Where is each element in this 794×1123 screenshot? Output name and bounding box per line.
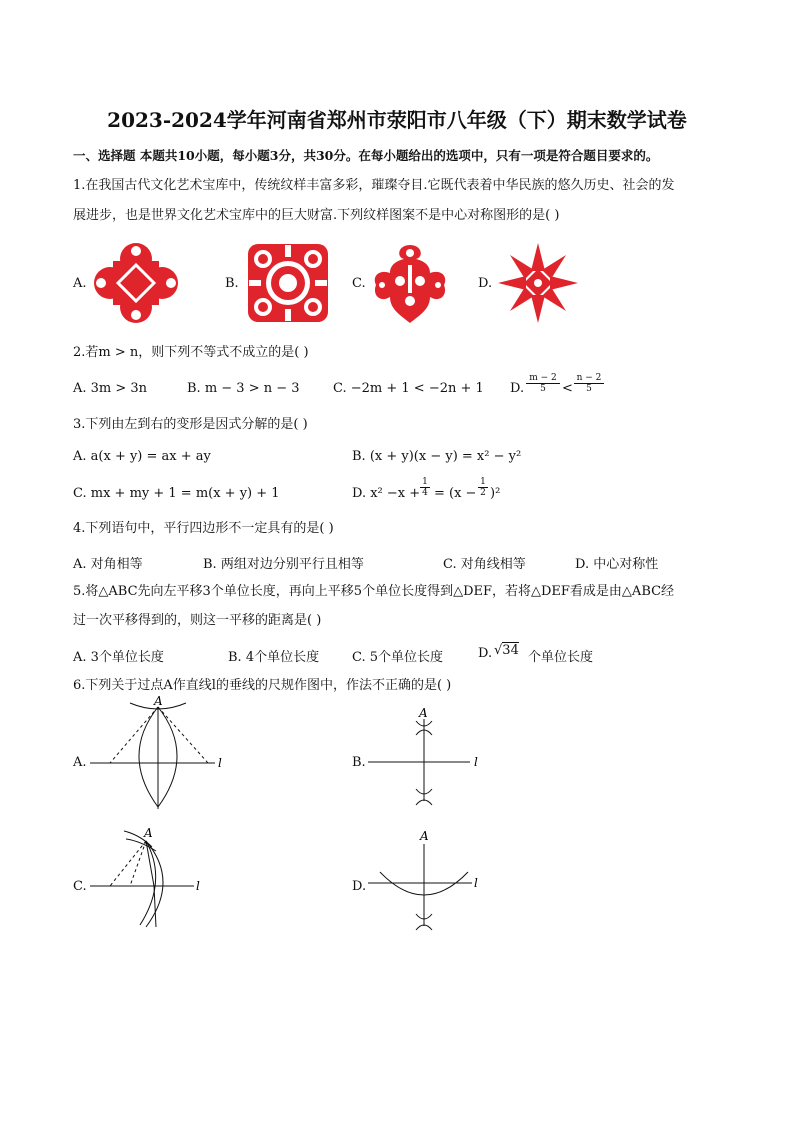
q3-d-fden: 4 (422, 488, 428, 498)
q6-d-line-label: l (474, 876, 478, 890)
q1-option-d-label: D. (478, 276, 493, 291)
q3-d-fnum: 1 (420, 477, 430, 488)
q6-option-b-label: B. (352, 755, 366, 770)
q6-figure-b (368, 705, 498, 815)
q1-line2: 展进步，也是世界文化艺术宝库中的巨大财富.下列纹样图案不是中心对称图形的是( ) (73, 208, 560, 223)
q2-d-fraction1 (526, 373, 560, 394)
q3-option-b: B. (x + y)(x − y) = x² − y² (352, 449, 522, 464)
q3-d-fraction2 (478, 477, 488, 498)
q5-option-a: A. 3个单位长度 (73, 650, 164, 665)
pattern-a-image (91, 241, 181, 325)
q1-option-b-label: B. (225, 276, 239, 291)
q4-option-b: B. 两组对边分别平行且相等 (203, 557, 364, 572)
q2-d-den1: 5 (540, 384, 546, 394)
q4-option-d: D. 中心对称性 (575, 557, 659, 572)
q5-option-d-post: 个单位长度 (528, 650, 594, 665)
q4-option-a: A. 对角相等 (73, 557, 143, 572)
q6-c-line-label: l (196, 879, 200, 893)
q3-d-fraction1 (420, 477, 430, 498)
q6-option-d-label: D. (352, 879, 367, 894)
q1-option-a-label: A. (73, 276, 87, 291)
q6-b-line-label: l (474, 755, 478, 769)
section-heading: 一、选择题 本题共10小题，每小题3分，共30分。在每小题给出的选项中，只有一项是符合题目要求的。 (73, 148, 659, 163)
pattern-d-image (496, 241, 580, 325)
q3-option-d-pre: D. x² −x + (352, 486, 421, 501)
q2-option-a: A. 3m > 3n (73, 381, 148, 396)
q5-line2: 过一次平移得到的，则这一平移的距离是( ) (73, 613, 322, 628)
q2-d-relation: < (562, 381, 573, 396)
q1-line1: 1.在我国古代文化艺术宝库中，传统纹样丰富多彩，璀璨夺目.它既代表着中华民族的悠久历史、社会的发 (73, 178, 675, 193)
q6-option-c-label: C. (73, 879, 87, 894)
q2-d-num1: m − 2 (526, 373, 560, 384)
q6-figure-a (90, 695, 240, 815)
q2-stem: 2.若m > n，则下列不等式不成立的是( ) (73, 345, 309, 360)
q2-d-den2: 5 (586, 384, 592, 394)
q3-stem: 3.下列由左到右的变形是因式分解的是( ) (73, 417, 308, 432)
pattern-c-image (370, 243, 450, 325)
q6-c-point-label: A (144, 826, 153, 840)
q5-option-d-pre: D. (478, 646, 493, 661)
q2-option-c: C. −2m + 1 < −2n + 1 (333, 381, 484, 396)
q6-option-a-label: A. (73, 755, 87, 770)
q5-option-c: C. 5个单位长度 (352, 650, 444, 665)
q4-option-c: C. 对角线相等 (443, 557, 526, 572)
q3-option-d-mid: = (x − (434, 486, 477, 501)
q2-option-b: B. m − 3 > n − 3 (187, 381, 300, 396)
q1-option-c-label: C. (352, 276, 366, 291)
q6-figure-d (368, 828, 498, 938)
q3-option-d-post: )² (490, 486, 501, 501)
q2-option-d-label: D. (510, 381, 525, 396)
q4-stem: 4.下列语句中，平行四边形不一定具有的是( ) (73, 521, 334, 536)
q3-option-a: A. a(x + y) = ax + ay (73, 449, 211, 464)
q6-a-line-label: l (218, 756, 222, 770)
q6-b-point-label: A (419, 706, 428, 720)
q6-d-point-label: A (420, 829, 429, 843)
q6-stem: 6.下列关于过点A作直线l的垂线的尺规作图中，作法不正确的是( ) (73, 678, 452, 693)
q3-option-c: C. mx + my + 1 = m(x + y) + 1 (73, 486, 280, 501)
page-title: 2023-2024学年河南省郑州市荥阳市八年级（下）期末数学试卷 (107, 108, 687, 132)
q5-d-radicand: 34 (502, 643, 519, 658)
sqrt-icon: √ (494, 643, 503, 658)
q5-option-b: B. 4个单位长度 (228, 650, 320, 665)
pattern-b-image (245, 241, 331, 325)
q5-line1: 5.将△ABC先向左平移3个单位长度，再向上平移5个单位长度得到△DEF，若将△DEF看成是由△ABC经 (73, 584, 675, 599)
q5-d-radical (494, 643, 519, 658)
q2-d-fraction2 (574, 373, 604, 394)
q6-figure-c (90, 825, 220, 935)
q3-d-fden2: 2 (480, 488, 486, 498)
q3-d-fnum2: 1 (478, 477, 488, 488)
q2-d-num2: n − 2 (574, 373, 604, 384)
q6-a-point-label: A (154, 694, 163, 708)
